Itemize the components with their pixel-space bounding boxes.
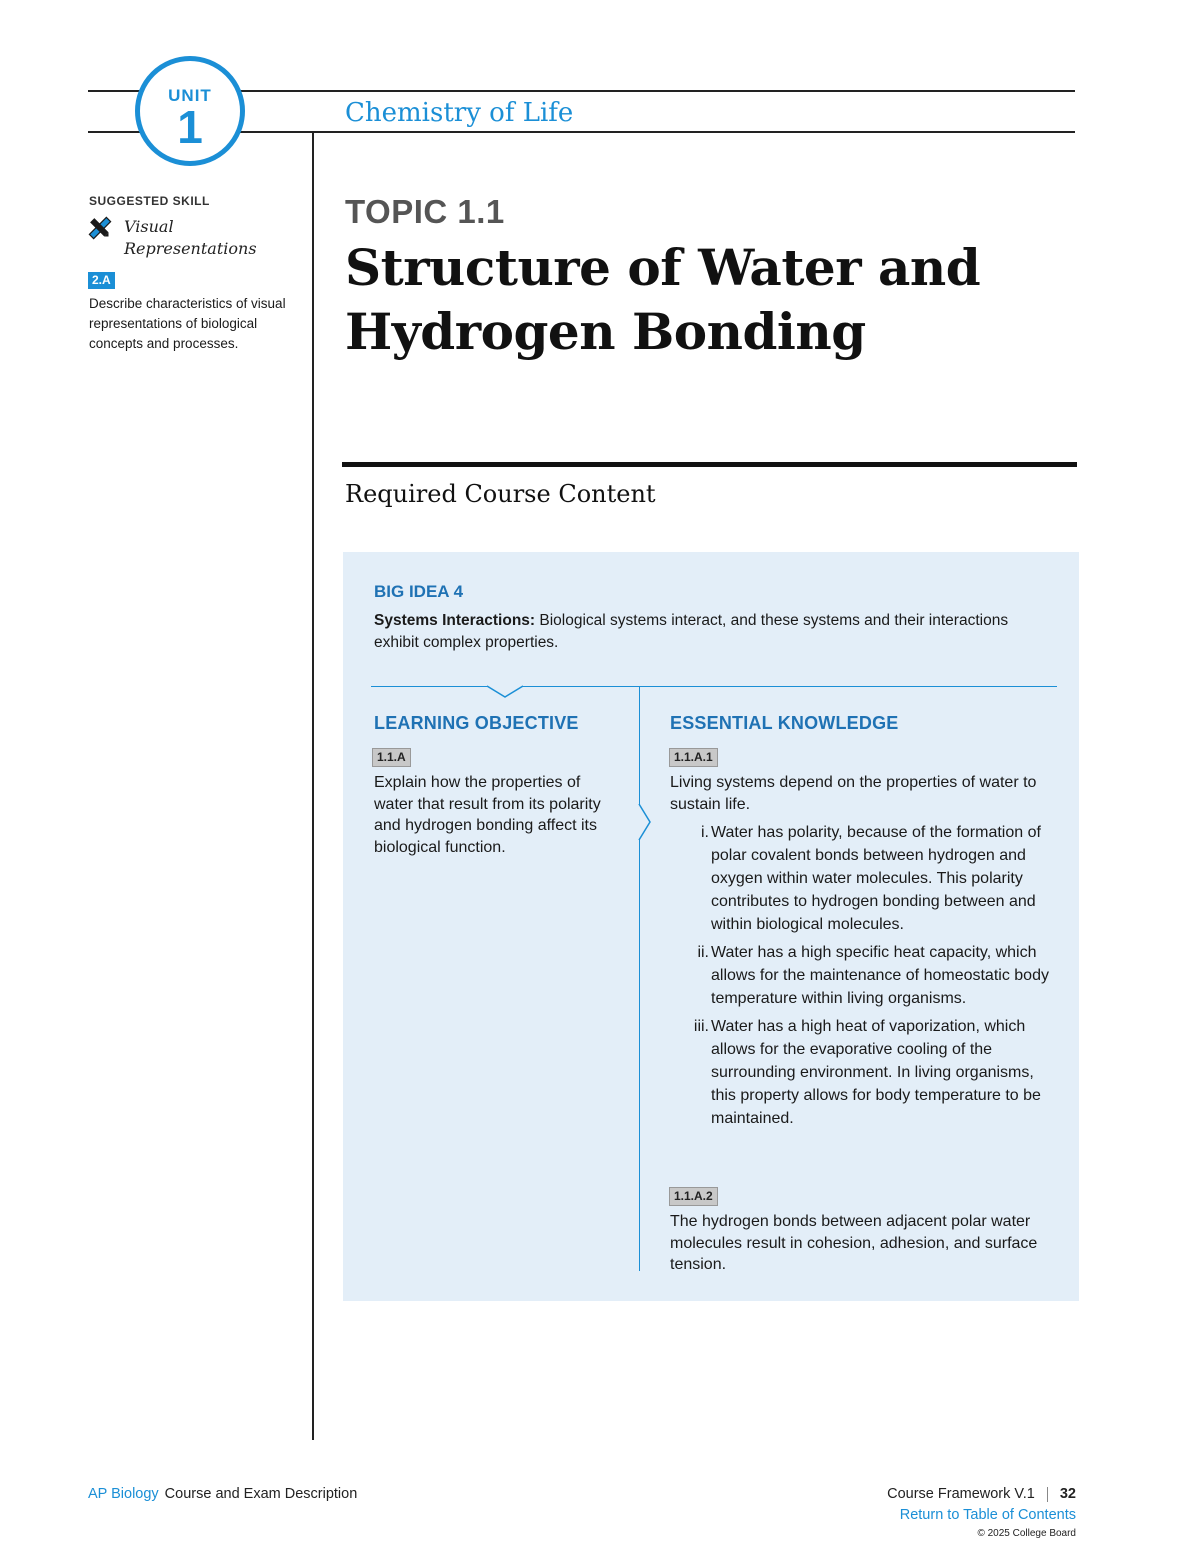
- big-idea-label: BIG IDEA 4: [374, 582, 464, 601]
- list-item: [690, 1015, 1060, 1130]
- objective-knowledge-divider: [639, 687, 640, 1271]
- essential-knowledge-code-2: 1.1.A.2: [669, 1187, 718, 1206]
- essential-knowledge-code-1: 1.1.A.1: [669, 748, 718, 767]
- footer-framework-label: Course Framework V.1: [887, 1486, 1035, 1502]
- list-item-text: Water has a high heat of vaporization, which allows for the evaporative cooling of the surrounding environment. In living organisms, this property allows for body temperature to be maintained.: [711, 1018, 1041, 1127]
- skill-description: Describe characteristics of visual representations of biological concepts and processes.: [89, 296, 286, 351]
- list-item-number: ii.: [697, 944, 709, 961]
- section-rule: [342, 462, 1077, 467]
- list-item: [690, 941, 1060, 1010]
- list-item: [690, 821, 1060, 936]
- essential-knowledge-heading: ESSENTIAL KNOWLEDGE: [670, 713, 899, 733]
- panel-rule-notch: [487, 685, 523, 699]
- unit-number: 1: [177, 101, 203, 153]
- learning-objective-text: Explain how the properties of water that result from its polarity and hydrogen bonding affect its biological function.: [374, 774, 601, 856]
- required-content-heading: Required Course Content: [345, 480, 656, 508]
- unit-title: Chemistry of Life: [345, 98, 574, 128]
- footer-brand: AP Biology: [88, 1486, 159, 1502]
- big-idea-text: Biological systems interact, and these systems and their interactions exhibit complex properties.: [374, 612, 1009, 651]
- list-item-number: i.: [701, 824, 709, 841]
- return-to-toc-link[interactable]: Return to Table of Contents: [899, 1507, 1076, 1523]
- essential-knowledge-sublist: [690, 821, 1060, 1135]
- unit-label: UNIT: [168, 86, 212, 105]
- column-divider: [312, 131, 314, 1440]
- footer-course: [88, 1486, 357, 1502]
- footer-doc-title: Course and Exam Description: [164, 1486, 358, 1502]
- topic-title-line-2: Hydrogen Bonding: [345, 302, 866, 361]
- list-item-text: Water has a high specific heat capacity, which allows for the maintenance of homeostatic body temperature within living organisms.: [711, 944, 1049, 1007]
- unit-badge: [135, 56, 245, 166]
- big-idea-description: [374, 610, 1034, 654]
- footer-framework: [887, 1486, 1076, 1502]
- footer-separator: [1047, 1487, 1048, 1502]
- page-number: 32: [1059, 1486, 1076, 1502]
- list-item-text: Water has polarity, because of the formation of polar covalent bonds between hydrogen and oxygen within water molecules. This polarity contributes to hydrogen bonding between and within biological molecules.: [711, 824, 1041, 933]
- learning-objective-code: 1.1.A: [372, 748, 411, 767]
- learning-objective-heading: LEARNING OBJECTIVE: [374, 713, 579, 733]
- essential-knowledge-text-1: Living systems depend on the properties of water to sustain life.: [670, 774, 1037, 813]
- list-item-number: iii.: [693, 1018, 709, 1035]
- panel-rule: [371, 686, 1057, 687]
- topic-label: TOPIC 1.1: [345, 193, 505, 230]
- suggested-skill-heading: SUGGESTED SKILL: [89, 194, 210, 208]
- topic-title: [345, 236, 1065, 364]
- skill-code-badge: 2.A: [88, 272, 115, 289]
- copyright: © 2025 College Board: [977, 1528, 1076, 1539]
- suggested-skill-name: Visual Representations: [124, 217, 257, 258]
- essential-knowledge-text-2: The hydrogen bonds between adjacent polar water molecules result in cohesion, adhesion, and surface tension.: [670, 1213, 1038, 1273]
- big-idea-term: Systems Interactions:: [374, 612, 536, 629]
- topic-title-line-1: Structure of Water and: [345, 238, 981, 297]
- divider-arrow: [638, 804, 652, 840]
- pencil-ruler-cross-icon: [88, 216, 112, 240]
